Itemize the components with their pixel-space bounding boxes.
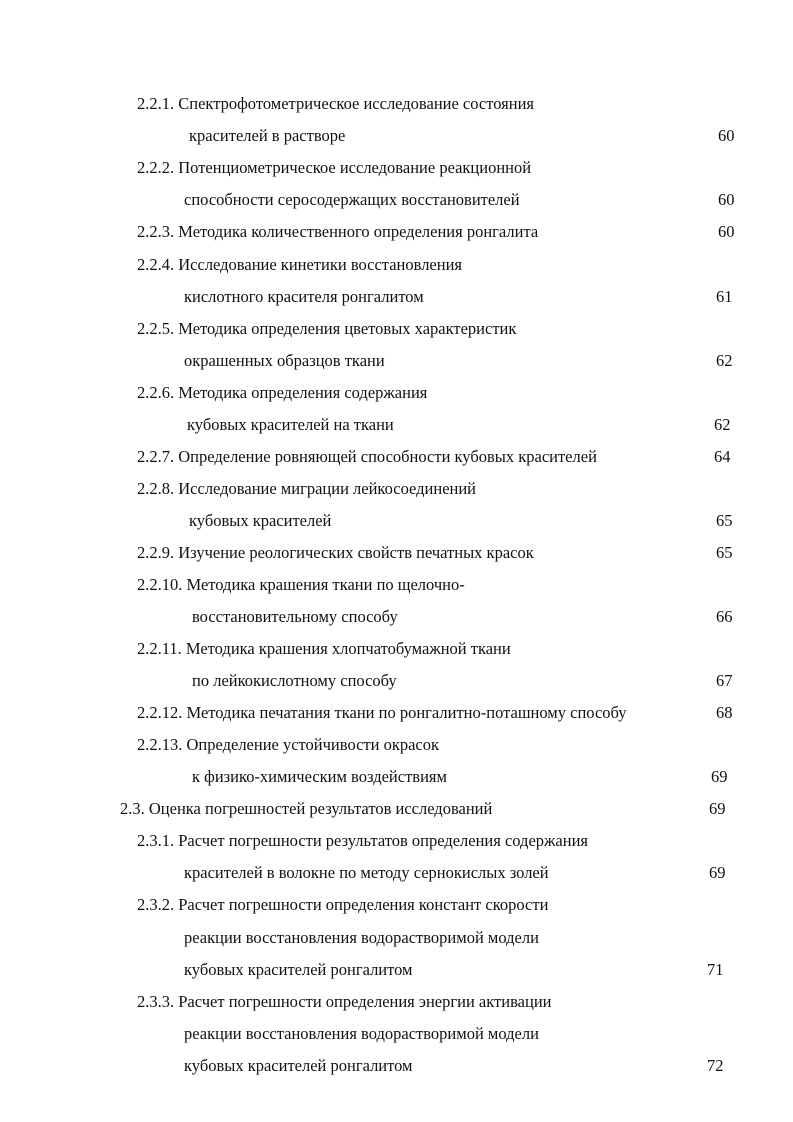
toc-entry-2-2-11-title: 2.2.11. Методика крашения хлопчатобумажной ткани bbox=[137, 639, 511, 658]
toc-entry-2-2-10-title-continued: восстановительному способу bbox=[192, 607, 398, 626]
toc-entry-2-3-3-title-continued: реакции восстановления водорастворимой модели bbox=[184, 1024, 539, 1043]
toc-entry-2-3-1-title: 2.3.1. Расчет погрешности результатов определения содержания bbox=[137, 831, 589, 850]
toc-section-2-3-page: 69 bbox=[709, 799, 726, 818]
toc-entry-2-2-4-title: 2.2.4. Исследование кинетики восстановления bbox=[137, 255, 462, 274]
toc-entry-2-2-3-title: 2.2.3. Методика количественного определения ронгалита bbox=[137, 222, 539, 241]
toc-entry-2-3-3-page: 72 bbox=[707, 1056, 724, 1075]
toc-entry-2-2-7-page: 64 bbox=[714, 447, 731, 466]
toc-entry-2-2-12-page: 68 bbox=[716, 703, 733, 722]
toc-entry-2-3-2-page: 71 bbox=[707, 960, 724, 979]
toc-entry-2-2-11-page: 67 bbox=[716, 671, 733, 690]
toc-entry-2-3-1-page: 69 bbox=[709, 863, 726, 882]
toc-entry-2-2-9-page: 65 bbox=[716, 543, 733, 562]
toc-entry-2-2-10-title: 2.2.10. Методика крашения ткани по щелочно- bbox=[137, 575, 465, 594]
toc-entry-2-2-8-title: 2.2.8. Исследование миграции лейкосоединений bbox=[137, 479, 477, 498]
toc-entry-2-2-4-page: 61 bbox=[716, 287, 733, 306]
toc-entry-2-2-1-page: 60 bbox=[718, 126, 735, 145]
toc-section-2-3-title: 2.3. Оценка погрешностей результатов исследований bbox=[120, 799, 493, 818]
toc-entry-2-2-2-page: 60 bbox=[718, 190, 735, 209]
toc-entry-2-2-6-page: 62 bbox=[714, 415, 731, 434]
toc-entry-2-3-2-title-continued-2: кубовых красителей ронгалитом bbox=[184, 960, 413, 979]
toc-entry-2-2-8-title-continued: кубовых красителей bbox=[189, 511, 332, 530]
toc-entry-2-2-13-page: 69 bbox=[711, 767, 728, 786]
toc-entry-2-2-2-title: 2.2.2. Потенциометрическое исследование реакционной bbox=[137, 158, 532, 177]
toc-entry-2-2-1-title-continued: красителей в растворе bbox=[189, 126, 346, 145]
toc-entry-2-3-3-title: 2.3.3. Расчет погрешности определения энергии активации bbox=[137, 992, 552, 1011]
toc-entry-2-2-6-title: 2.2.6. Методика определения содержания bbox=[137, 383, 428, 402]
toc-entry-2-2-3-page: 60 bbox=[718, 222, 735, 241]
toc-entry-2-2-10-page: 66 bbox=[716, 607, 733, 626]
toc-entry-2-2-9-title: 2.2.9. Изучение реологических свойств печатных красок bbox=[137, 543, 534, 562]
toc-entry-2-3-1-title-continued: красителей в волокне по методу сернокислых золей bbox=[184, 863, 549, 882]
toc-entry-2-2-5-title: 2.2.5. Методика определения цветовых характеристик bbox=[137, 319, 517, 338]
toc-entry-2-2-8-page: 65 bbox=[716, 511, 733, 530]
toc-entry-2-3-2-title-continued: реакции восстановления водорастворимой модели bbox=[184, 928, 539, 947]
toc-entry-2-2-13-title-continued: к физико-химическим воздействиям bbox=[192, 767, 447, 786]
toc-entry-2-2-11-title-continued: по лейкокислотному способу bbox=[192, 671, 397, 690]
toc-entry-2-2-7-title: 2.2.7. Определение ровняющей способности кубовых красителей bbox=[137, 447, 597, 466]
toc-entry-2-2-12-title: 2.2.12. Методика печатания ткани по ронгалитно-поташному способу bbox=[137, 703, 627, 722]
toc-entry-2-2-2-title-continued: способности серосодержащих восстановителей bbox=[184, 190, 520, 209]
toc-entry-2-2-13-title: 2.2.13. Определение устойчивости окрасок bbox=[137, 735, 440, 754]
toc-entry-2-2-4-title-continued: кислотного красителя ронгалитом bbox=[184, 287, 424, 306]
toc-entry-2-2-5-title-continued: окрашенных образцов ткани bbox=[184, 351, 385, 370]
toc-entry-2-3-2-title: 2.3.2. Расчет погрешности определения констант скорости bbox=[137, 895, 549, 914]
toc-entry-2-2-5-page: 62 bbox=[716, 351, 733, 370]
toc-entry-2-3-3-title-continued-2: кубовых красителей ронгалитом bbox=[184, 1056, 413, 1075]
toc-entry-2-2-6-title-continued: кубовых красителей на ткани bbox=[187, 415, 394, 434]
toc-entry-2-2-1-title: 2.2.1. Спектрофотометрическое исследование состояния bbox=[137, 94, 535, 113]
